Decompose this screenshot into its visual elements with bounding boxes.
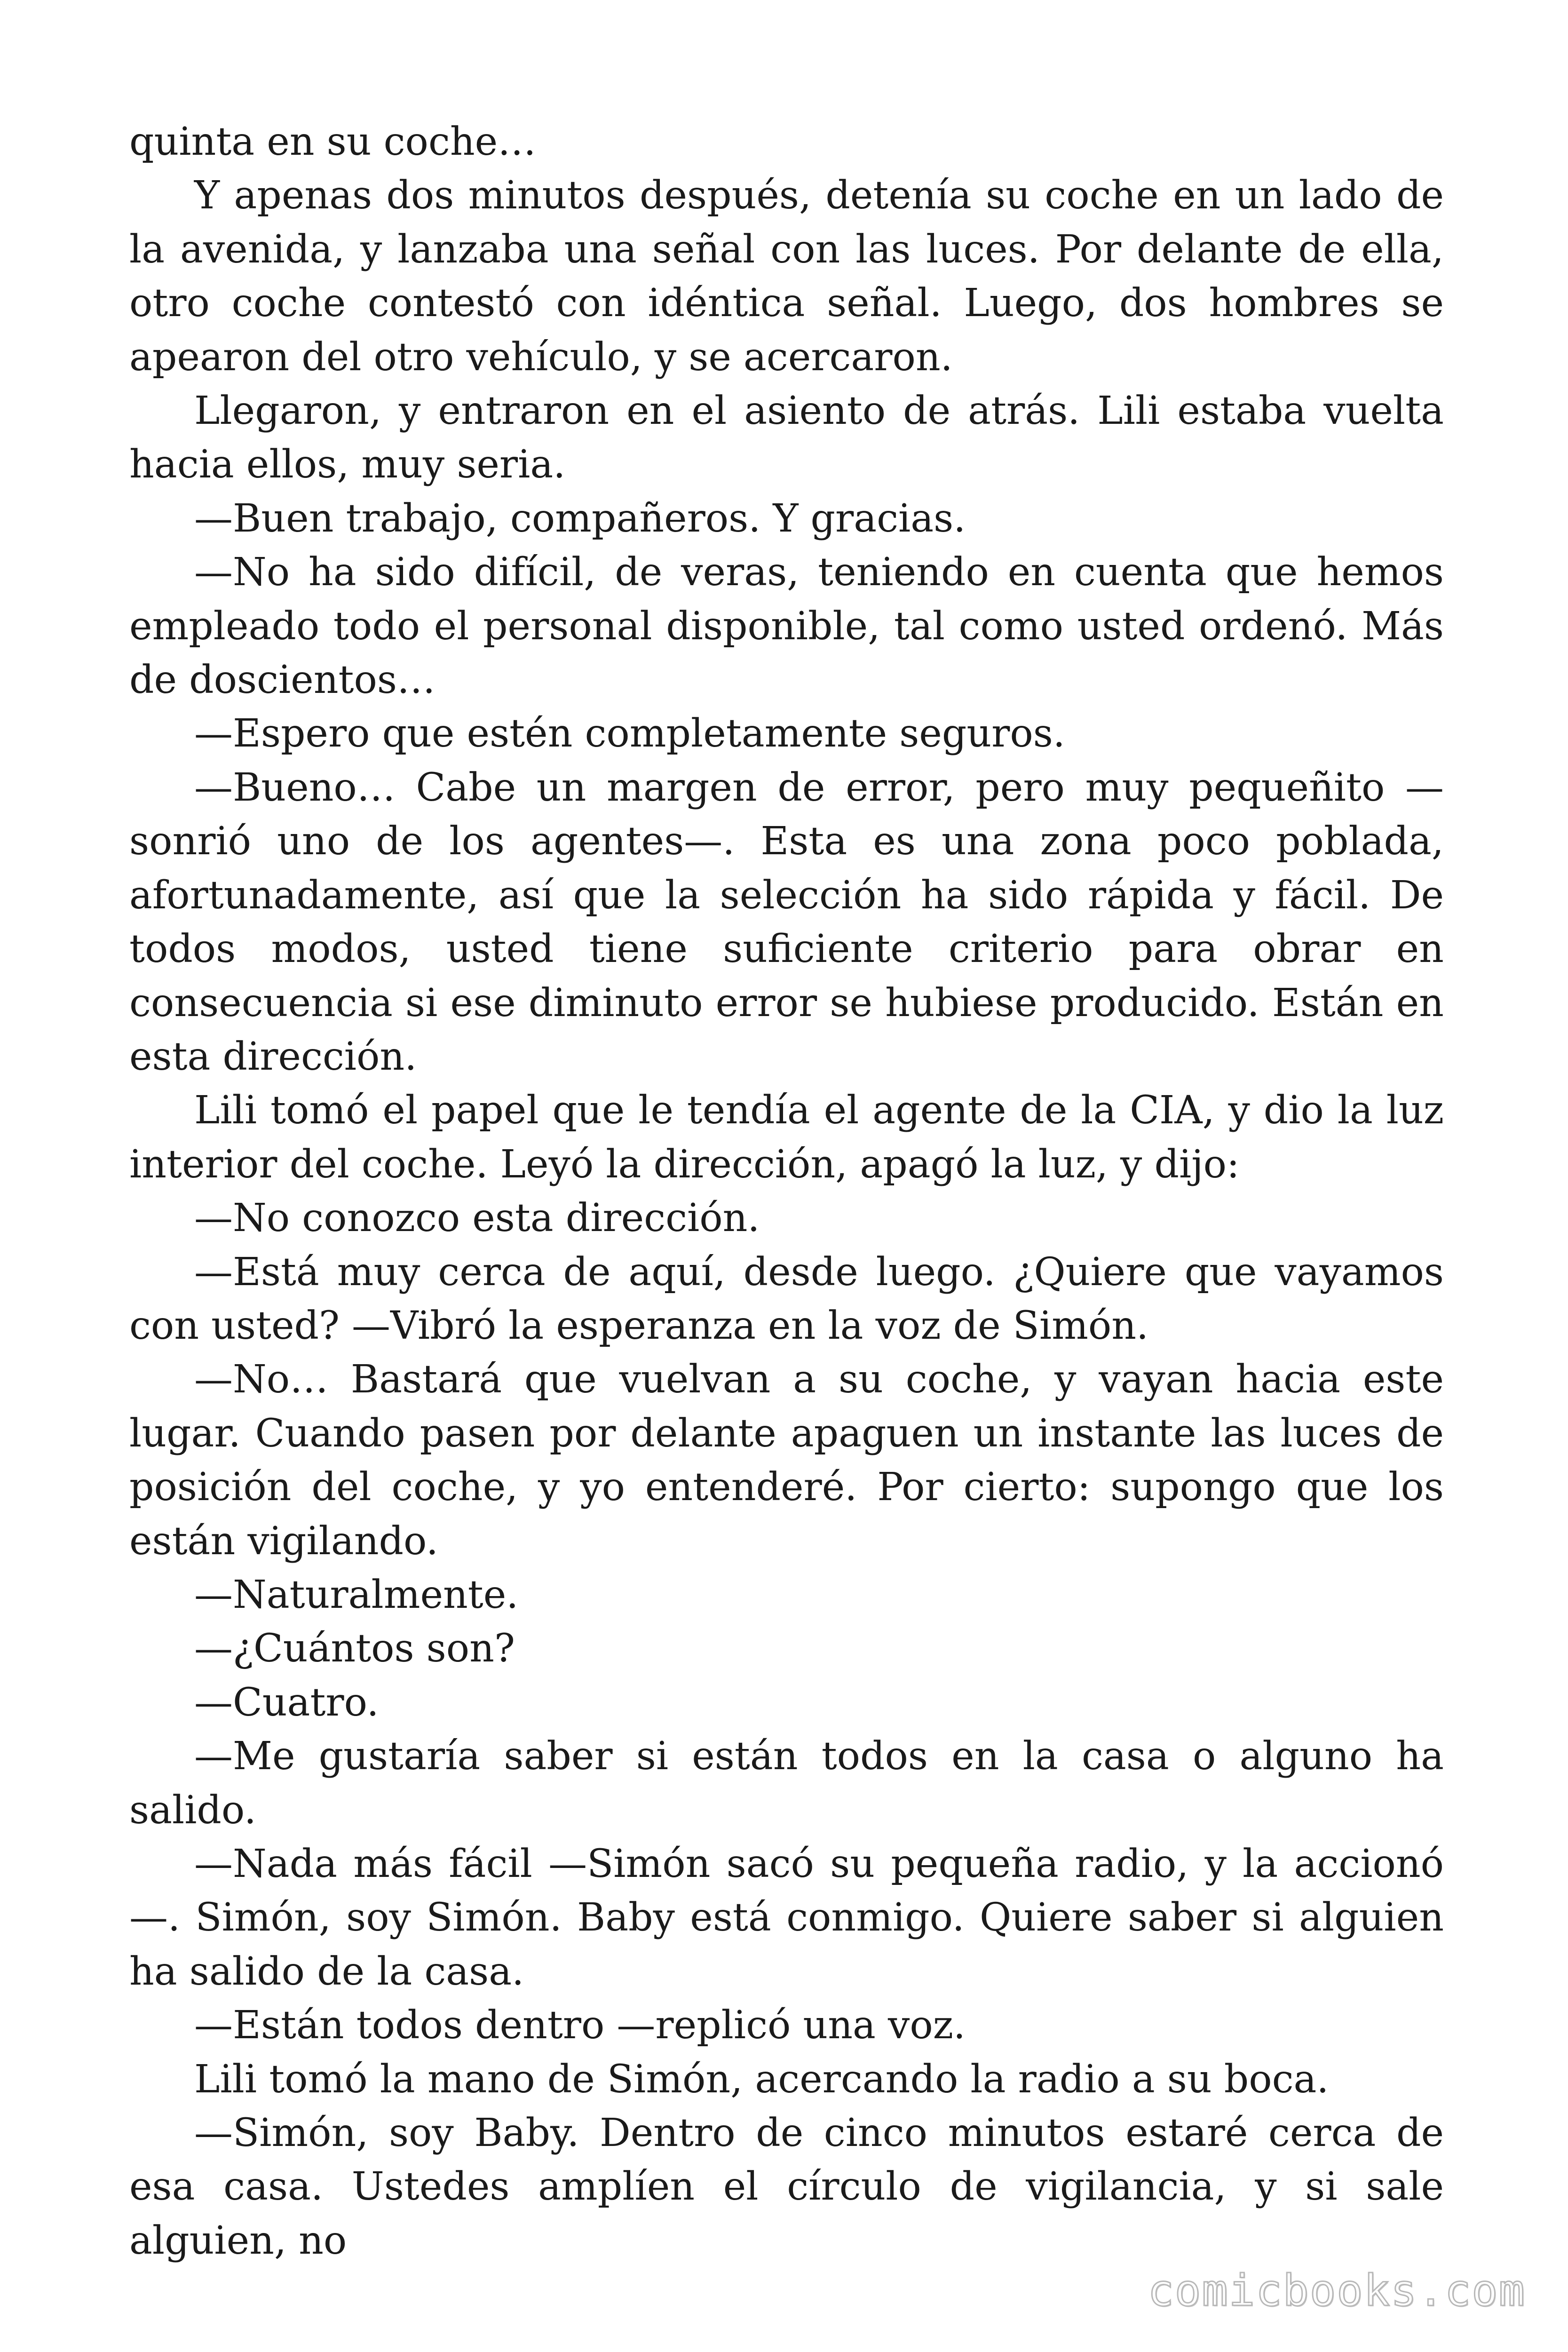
paragraph: —No ha sido difícil, de veras, teniendo en cuenta que hemos empleado todo el personal disponible, tal como usted ordenó. Más de doscientos… <box>129 550 1444 703</box>
paragraph: —No conozco esta dirección. <box>194 1196 760 1241</box>
paragraph: Y apenas dos minutos después, detenía su coche en un lado de la avenida, y lanzaba una señal con las luces. Por delante de ella, otro coche contestó con idéntica señal. Luego, dos hombres se apearon del otro vehículo, y se acercaron. <box>129 173 1444 380</box>
paragraph: —No… Bastará que vuelvan a su coche, y vayan hacia este lugar. Cuando pasen por delante apaguen un instante las luces de posición del coche, y yo entenderé. Por cierto: supongo que los están vigilando. <box>129 1357 1444 1564</box>
paragraph: —Naturalmente. <box>194 1572 519 1617</box>
paragraph: —Está muy cerca de aquí, desde luego. ¿Quiere que vayamos con usted? —Vibró la esperanza en la voz de Simón. <box>129 1249 1444 1348</box>
paragraph: —Están todos dentro —replicó una voz. <box>194 2003 966 2048</box>
paragraph: Lili tomó el papel que le tendía el agente de la CIA, y dio la luz interior del coche. Leyó la dirección, apagó la luz, y dijo: <box>129 1088 1444 1187</box>
paragraph: —Espero que estén completamente seguros. <box>194 711 1065 756</box>
paragraph: Lili tomó la mano de Simón, acercando la radio a su boca. <box>194 2057 1329 2102</box>
paragraph: —Simón, soy Baby. Dentro de cinco minutos estaré cerca de esa casa. Ustedes amplíen el círculo de vigilancia, y si sale alguien, no <box>129 2111 1444 2263</box>
paragraph: —Nada más fácil —Simón sacó su pequeña radio, y la accionó—. Simón, soy Simón. Baby está conmigo. Quiere saber si alguien ha salido de la casa. <box>129 1842 1444 1994</box>
paragraph: —Me gustaría saber si están todos en la casa o alguno ha salido. <box>129 1734 1444 1833</box>
book-page-text <box>129 115 1444 2268</box>
paragraph: Llegaron, y entraron en el asiento de atrás. Lili estaba vuelta hacia ellos, muy seria. <box>129 389 1444 487</box>
paragraph: —Cuatro. <box>194 1680 379 1725</box>
paragraph: —Buen trabajo, compañeros. Y gracias. <box>194 496 966 541</box>
paragraph: —¿Cuántos son? <box>194 1626 515 1671</box>
paragraph: —Bueno… Cabe un margen de error, pero muy pequeñito —sonrió uno de los agentes—. Esta es una zona poco poblada, afortunadamente, así que la selección ha sido rápida y fácil. De todos modos, usted tiene suficiente criterio para obrar en consecuencia si ese diminuto error se hubiese producido. Están en esta dirección. <box>129 765 1444 1079</box>
watermark: comicbooks.com <box>1148 2265 1526 2316</box>
paragraph: quinta en su coche… <box>129 119 537 164</box>
